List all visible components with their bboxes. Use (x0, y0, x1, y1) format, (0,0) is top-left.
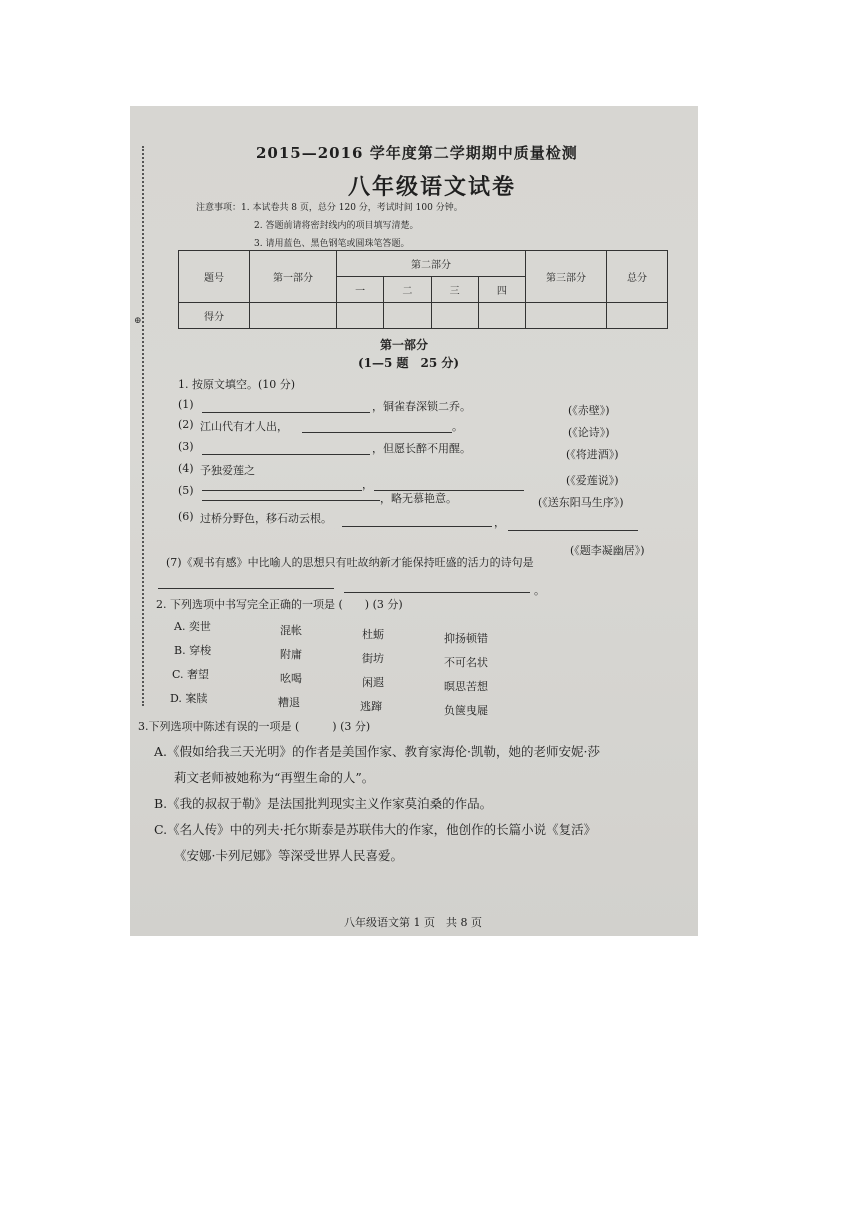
q1-item-num: (5) (178, 484, 194, 497)
answer-blank[interactable] (202, 500, 380, 501)
score-cell[interactable] (431, 303, 478, 329)
q3-option-c-cont: 《安娜·卡列尼娜》等深受世界人民喜爱。 (174, 848, 403, 863)
exam-title: 八年级语文试卷 (348, 174, 517, 200)
seal-line (142, 146, 144, 706)
q1-item-text: 江山代有才人出， (200, 420, 288, 433)
q1-item-num: (6) (178, 510, 194, 523)
score-table-sub-2: 二 (384, 277, 431, 303)
q1-item-text: ， (494, 516, 505, 529)
q1-item-source: (《题李凝幽居》) (570, 544, 645, 557)
answer-blank[interactable] (302, 432, 452, 433)
score-table-part2: 第二部分 (337, 251, 526, 277)
q2-option-word: 糟退 (278, 696, 300, 709)
q1-item-num: (1) (178, 398, 194, 411)
answer-blank[interactable] (344, 592, 530, 593)
score-cell[interactable] (337, 303, 384, 329)
exam-paper-photo (130, 106, 698, 936)
score-table-sub-4: 四 (478, 277, 525, 303)
q1-item-source: (《送东阳马生序》) (538, 496, 624, 509)
q1-item-num: (2) (178, 418, 194, 431)
exam-year: 2015—2016 学年度第二学期期中质量检测 (256, 144, 578, 162)
q2-option-word: 吆喝 (280, 672, 302, 685)
q1-item-num: (4) (178, 462, 194, 475)
q3-stem: 3.下列选项中陈述有误的一项是 ( ) (3 分) (138, 720, 371, 733)
score-cell[interactable] (384, 303, 431, 329)
section-range: (1—5 题 25 分) (358, 356, 460, 370)
answer-blank[interactable] (202, 412, 370, 413)
q1-item-text: ，但愿长醉不用醒。 (372, 442, 471, 455)
q1-stem: 1. 按原文填空。(10 分) (178, 378, 296, 391)
score-table-sub-1: 一 (337, 277, 384, 303)
answer-blank[interactable] (158, 588, 334, 589)
q1-item-source: (《将进酒》) (566, 448, 619, 461)
q3-option-a: A.《假如给我三天光明》的作者是美国作家、教育家海伦·凯勒，她的老师安妮·莎 (154, 744, 600, 759)
q2-option-word: 闲遐 (362, 676, 384, 689)
q1-item-num: (3) (178, 440, 194, 453)
q2-option-word: 负箧曳屣 (444, 704, 488, 717)
note-1: 注意事项：1. 本试卷共 8 页，总分 120 分，考试时间 100 分钟。 (196, 203, 463, 213)
score-cell[interactable] (526, 303, 607, 329)
q3-option-a-cont: 莉文老师被她称为“再塑生命的人”。 (174, 770, 375, 785)
q2-option-word: 抑扬顿错 (444, 632, 488, 645)
score-cell[interactable] (478, 303, 525, 329)
q1-item-text: 予独爱莲之 (200, 464, 255, 477)
q2-option-word: 杜蛎 (362, 628, 384, 641)
seal-mark: ⊕ (134, 316, 142, 326)
score-table-topic: 题号 (179, 251, 250, 303)
q2-option-label: C. 奢望 (172, 668, 210, 681)
q3-option-c: C.《名人传》中的列夫·托尔斯泰是苏联伟大的作家，他创作的长篇小说《复活》 (154, 822, 597, 837)
q2-option-label: A. 奕世 (174, 620, 211, 633)
score-table (178, 250, 668, 329)
q2-option-label: D. 案牍 (170, 692, 208, 705)
q1-item-text: 过桥分野色，移石动云根。 (200, 512, 332, 525)
q1-item-text: ， (362, 478, 373, 491)
score-cell[interactable] (607, 303, 668, 329)
q1-item-source: (《论诗》) (568, 426, 610, 439)
q2-stem: 2. 下列选项中书写完全正确的一项是 ( ) (3 分) (156, 598, 403, 611)
score-table-part1: 第一部分 (250, 251, 337, 303)
q2-option-word: 混帐 (280, 624, 302, 637)
q1-item7: (7)《观书有感》中比喻人的思想只有吐故纳新才能保持旺盛的活力的诗句是 (166, 556, 534, 569)
score-table-total: 总分 (607, 251, 668, 303)
q2-option-word: 街坊 (362, 652, 384, 665)
q2-option-word: 附庸 (280, 648, 302, 661)
note-2: 2. 答题前请将密封线内的项目填写清楚。 (254, 221, 419, 231)
q1-item-text: ，铜雀春深锁二乔。 (372, 400, 471, 413)
section-title: 第一部分 (380, 338, 429, 352)
score-table-score-label: 得分 (179, 303, 250, 329)
answer-blank[interactable] (342, 526, 492, 527)
q1-item-source: (《爱莲说》) (566, 474, 619, 487)
answer-blank[interactable] (202, 454, 370, 455)
q1-item-source: (《赤壁》) (568, 404, 610, 417)
score-table-part3: 第三部分 (526, 251, 607, 303)
q1-item-text: ，略无慕艳意。 (380, 492, 457, 505)
answer-blank[interactable] (508, 530, 638, 531)
q1-item-text: 。 (452, 420, 463, 433)
answer-blank[interactable] (202, 490, 362, 491)
score-table-sub-3: 三 (431, 277, 478, 303)
q2-option-word: 逃蹿 (360, 700, 382, 713)
score-cell[interactable] (250, 303, 337, 329)
page-footer: 八年级语文第 1 页 共 8 页 (344, 916, 482, 929)
q2-option-label: B. 穿梭 (174, 644, 212, 657)
note-3: 3. 请用蓝色、黑色钢笔或圆珠笔答题。 (254, 239, 410, 249)
q3-option-b: B.《我的叔叔于勒》是法国批判现实主义作家莫泊桑的作品。 (154, 796, 493, 811)
q1-item7-end: 。 (534, 584, 545, 597)
q2-option-word: 不可名状 (444, 656, 488, 669)
q2-option-word: 暝思苦想 (444, 680, 488, 693)
